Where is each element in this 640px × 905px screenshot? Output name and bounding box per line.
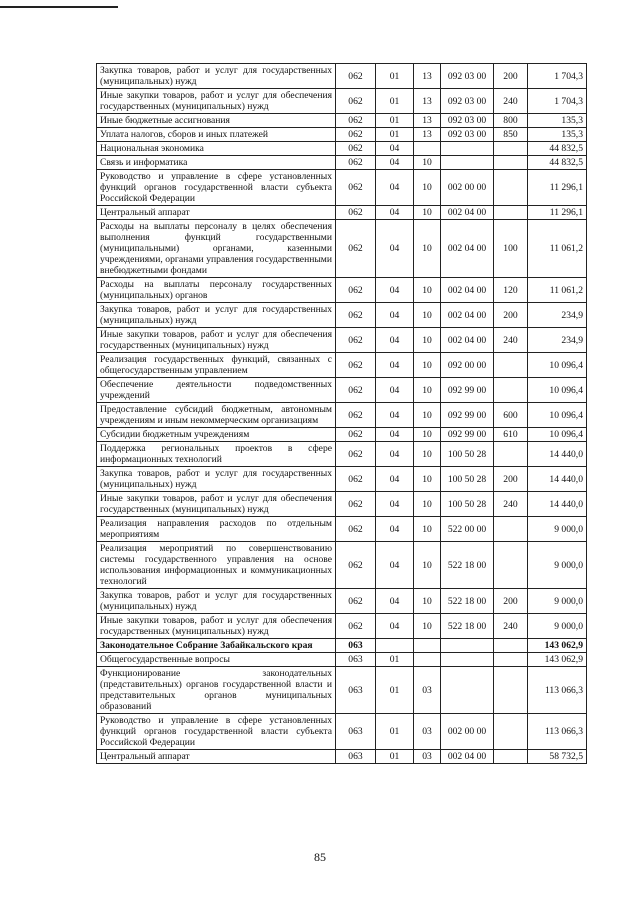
table-row (97, 156, 587, 170)
row-name-cell: Иные закупки товаров, работ и услуг для обеспечения государственных (муниципальных) нужд (97, 89, 336, 114)
table-row (97, 278, 587, 303)
admin-code-cell: 062 (336, 170, 376, 206)
table-row (97, 542, 587, 589)
section-code-cell: 04 (376, 517, 414, 542)
target-article-code-cell: 092 00 00 (441, 353, 494, 378)
table-row (97, 428, 587, 442)
amount-cell: 9 000,0 (528, 517, 587, 542)
row-name-cell: Расходы на выплаты персоналу в целях обеспечения выполнения функций государственными (муниципальными) органами, казенными учреждениями, органами управления государственными внебюджетными фондами (97, 220, 336, 278)
section-code-cell: 04 (376, 206, 414, 220)
expense-type-code-cell: 610 (494, 428, 528, 442)
table-row (97, 403, 587, 428)
subsection-code-cell: 10 (414, 428, 441, 442)
section-code-cell: 04 (376, 589, 414, 614)
subsection-code-cell: 13 (414, 114, 441, 128)
row-name-cell: Иные закупки товаров, работ и услуг для обеспечения государственных (муниципальных) нужд (97, 614, 336, 639)
admin-code-cell: 062 (336, 492, 376, 517)
subsection-code-cell: 10 (414, 170, 441, 206)
target-article-code-cell: 002 04 00 (441, 278, 494, 303)
admin-code-cell: 062 (336, 64, 376, 89)
target-article-code-cell: 092 03 00 (441, 128, 494, 142)
amount-cell: 1 704,3 (528, 64, 587, 89)
row-name-cell: Реализация направления расходов по отдельным мероприятиям (97, 517, 336, 542)
row-name-cell: Закупка товаров, работ и услуг для государственных (муниципальных) нужд (97, 467, 336, 492)
table-row (97, 614, 587, 639)
amount-cell: 234,9 (528, 328, 587, 353)
table-row (97, 128, 587, 142)
table-row (97, 517, 587, 542)
section-code-cell: 04 (376, 442, 414, 467)
section-code-cell: 01 (376, 750, 414, 764)
target-article-code-cell: 002 04 00 (441, 220, 494, 278)
table-row (97, 170, 587, 206)
amount-cell: 11 296,1 (528, 170, 587, 206)
admin-code-cell: 063 (336, 639, 376, 653)
subsection-code-cell: 10 (414, 467, 441, 492)
target-article-code-cell: 100 50 28 (441, 492, 494, 517)
section-code-cell: 04 (376, 220, 414, 278)
table-row (97, 750, 587, 764)
expense-type-code-cell (494, 653, 528, 667)
subsection-code-cell: 10 (414, 278, 441, 303)
amount-cell: 10 096,4 (528, 428, 587, 442)
amount-cell: 135,3 (528, 128, 587, 142)
expense-type-code-cell (494, 156, 528, 170)
row-name-cell: Центральный аппарат (97, 750, 336, 764)
target-article-code-cell: 092 99 00 (441, 428, 494, 442)
amount-cell: 11 296,1 (528, 206, 587, 220)
expense-type-code-cell (494, 378, 528, 403)
row-name-cell: Функционирование законодательных (представительных) органов государственной власти и представительных органов муниципальных образований (97, 667, 336, 714)
subsection-code-cell: 10 (414, 220, 441, 278)
section-code-cell: 04 (376, 353, 414, 378)
table-row (97, 328, 587, 353)
subsection-code-cell: 10 (414, 353, 441, 378)
row-name-cell: Связь и информатика (97, 156, 336, 170)
subsection-code-cell: 10 (414, 614, 441, 639)
amount-cell: 58 732,5 (528, 750, 587, 764)
admin-code-cell: 063 (336, 750, 376, 764)
subsection-code-cell: 03 (414, 714, 441, 750)
row-name-cell: Закупка товаров, работ и услуг для государственных (муниципальных) нужд (97, 64, 336, 89)
admin-code-cell: 062 (336, 467, 376, 492)
subsection-code-cell: 13 (414, 128, 441, 142)
admin-code-cell: 062 (336, 278, 376, 303)
section-code-cell (376, 639, 414, 653)
target-article-code-cell: 522 18 00 (441, 614, 494, 639)
section-code-cell: 04 (376, 170, 414, 206)
amount-cell: 11 061,2 (528, 278, 587, 303)
target-article-code-cell: 100 50 28 (441, 467, 494, 492)
amount-cell: 9 000,0 (528, 542, 587, 589)
subsection-code-cell: 13 (414, 64, 441, 89)
amount-cell: 1 704,3 (528, 89, 587, 114)
target-article-code-cell: 522 18 00 (441, 542, 494, 589)
amount-cell: 44 832,5 (528, 156, 587, 170)
amount-cell: 44 832,5 (528, 142, 587, 156)
expense-type-code-cell (494, 442, 528, 467)
expense-type-code-cell (494, 750, 528, 764)
row-name-cell: Реализация мероприятий по совершенствованию системы государственного управления на основе использования информационных и коммуникационных технологий (97, 542, 336, 589)
expense-type-code-cell (494, 142, 528, 156)
subsection-code-cell: 10 (414, 378, 441, 403)
admin-code-cell: 062 (336, 303, 376, 328)
amount-cell: 10 096,4 (528, 378, 587, 403)
table-row (97, 220, 587, 278)
amount-cell: 135,3 (528, 114, 587, 128)
admin-code-cell: 062 (336, 128, 376, 142)
subsection-code-cell (414, 653, 441, 667)
row-name-cell: Поддержка региональных проектов в сфере информационных технологий (97, 442, 336, 467)
amount-cell: 143 062,9 (528, 639, 587, 653)
table-row (97, 206, 587, 220)
target-article-code-cell (441, 142, 494, 156)
expense-type-code-cell (494, 170, 528, 206)
admin-code-cell: 062 (336, 142, 376, 156)
subsection-code-cell (414, 639, 441, 653)
section-code-cell: 04 (376, 492, 414, 517)
admin-code-cell: 063 (336, 667, 376, 714)
row-name-cell: Иные закупки товаров, работ и услуг для обеспечения государственных (муниципальных) нужд (97, 492, 336, 517)
admin-code-cell: 062 (336, 353, 376, 378)
expense-type-code-cell (494, 206, 528, 220)
table-row (97, 442, 587, 467)
subsection-code-cell: 10 (414, 589, 441, 614)
section-code-cell: 04 (376, 614, 414, 639)
amount-cell: 113 066,3 (528, 667, 587, 714)
row-name-cell: Закупка товаров, работ и услуг для государственных (муниципальных) нужд (97, 303, 336, 328)
table-row (97, 714, 587, 750)
expense-type-code-cell (494, 639, 528, 653)
subsection-code-cell: 10 (414, 403, 441, 428)
admin-code-cell: 062 (336, 403, 376, 428)
expense-type-code-cell: 200 (494, 303, 528, 328)
amount-cell: 11 061,2 (528, 220, 587, 278)
expense-type-code-cell: 240 (494, 492, 528, 517)
section-code-cell: 01 (376, 89, 414, 114)
table-row (97, 467, 587, 492)
amount-cell: 10 096,4 (528, 353, 587, 378)
amount-cell: 234,9 (528, 303, 587, 328)
subsection-code-cell: 03 (414, 667, 441, 714)
row-name-cell: Руководство и управление в сфере установленных функций органов государственной власти субъекта Российской Федерации (97, 714, 336, 750)
row-name-cell: Общегосударственные вопросы (97, 653, 336, 667)
table-row (97, 64, 587, 89)
expense-type-code-cell: 240 (494, 614, 528, 639)
admin-code-cell: 062 (336, 378, 376, 403)
header-rule (0, 6, 118, 8)
table-row (97, 639, 587, 653)
amount-cell: 14 440,0 (528, 442, 587, 467)
admin-code-cell: 062 (336, 614, 376, 639)
target-article-code-cell: 002 04 00 (441, 206, 494, 220)
table-row (97, 653, 587, 667)
section-code-cell: 01 (376, 714, 414, 750)
expense-type-code-cell: 200 (494, 64, 528, 89)
expense-type-code-cell (494, 714, 528, 750)
expense-type-code-cell: 240 (494, 89, 528, 114)
row-name-cell: Иные бюджетные ассигнования (97, 114, 336, 128)
table-row (97, 667, 587, 714)
amount-cell: 10 096,4 (528, 403, 587, 428)
table-row (97, 89, 587, 114)
table-row (97, 378, 587, 403)
amount-cell: 14 440,0 (528, 467, 587, 492)
table-row (97, 353, 587, 378)
target-article-code-cell: 002 00 00 (441, 170, 494, 206)
section-code-cell: 04 (376, 303, 414, 328)
expense-type-code-cell: 200 (494, 467, 528, 492)
subsection-code-cell: 10 (414, 492, 441, 517)
admin-code-cell: 062 (336, 517, 376, 542)
subsection-code-cell: 10 (414, 517, 441, 542)
budget-table-body (97, 64, 587, 764)
row-name-cell: Закупка товаров, работ и услуг для государственных (муниципальных) нужд (97, 589, 336, 614)
target-article-code-cell: 092 99 00 (441, 403, 494, 428)
admin-code-cell: 062 (336, 89, 376, 114)
subsection-code-cell: 10 (414, 328, 441, 353)
admin-code-cell: 062 (336, 220, 376, 278)
target-article-code-cell: 002 04 00 (441, 750, 494, 764)
target-article-code-cell: 092 99 00 (441, 378, 494, 403)
row-name-cell: Центральный аппарат (97, 206, 336, 220)
section-code-cell: 04 (376, 378, 414, 403)
row-name-cell: Национальная экономика (97, 142, 336, 156)
target-article-code-cell: 002 04 00 (441, 328, 494, 353)
admin-code-cell: 062 (336, 114, 376, 128)
expense-type-code-cell (494, 667, 528, 714)
target-article-code-cell: 002 04 00 (441, 303, 494, 328)
row-name-cell: Обеспечение деятельности подведомственных учреждений (97, 378, 336, 403)
admin-code-cell: 062 (336, 542, 376, 589)
admin-code-cell: 062 (336, 156, 376, 170)
admin-code-cell: 062 (336, 589, 376, 614)
table-row (97, 142, 587, 156)
admin-code-cell: 062 (336, 442, 376, 467)
expense-type-code-cell: 600 (494, 403, 528, 428)
row-name-cell: Руководство и управление в сфере установленных функций органов государственной власти субъекта Российской Федерации (97, 170, 336, 206)
target-article-code-cell (441, 639, 494, 653)
target-article-code-cell (441, 156, 494, 170)
expense-type-code-cell (494, 542, 528, 589)
row-name-cell: Реализация государственных функций, связанных с общегосударственным управлением (97, 353, 336, 378)
section-code-cell: 04 (376, 428, 414, 442)
expense-type-code-cell: 120 (494, 278, 528, 303)
amount-cell: 14 440,0 (528, 492, 587, 517)
target-article-code-cell (441, 653, 494, 667)
target-article-code-cell: 092 03 00 (441, 114, 494, 128)
target-article-code-cell: 522 00 00 (441, 517, 494, 542)
target-article-code-cell: 522 18 00 (441, 589, 494, 614)
section-code-cell: 04 (376, 142, 414, 156)
amount-cell: 143 062,9 (528, 653, 587, 667)
expense-type-code-cell: 200 (494, 589, 528, 614)
section-code-cell: 01 (376, 128, 414, 142)
target-article-code-cell: 092 03 00 (441, 89, 494, 114)
admin-code-cell: 062 (336, 206, 376, 220)
subsection-code-cell: 10 (414, 156, 441, 170)
expense-type-code-cell: 800 (494, 114, 528, 128)
table-row (97, 114, 587, 128)
row-name-cell: Расходы на выплаты персоналу государственных (муниципальных) органов (97, 278, 336, 303)
amount-cell: 113 066,3 (528, 714, 587, 750)
subsection-code-cell: 10 (414, 303, 441, 328)
admin-code-cell: 062 (336, 428, 376, 442)
expense-type-code-cell (494, 517, 528, 542)
target-article-code-cell (441, 667, 494, 714)
table-row (97, 492, 587, 517)
section-code-cell: 01 (376, 64, 414, 89)
row-name-cell: Субсидии бюджетным учреждениям (97, 428, 336, 442)
row-name-cell: Законодательное Собрание Забайкальского края (97, 639, 336, 653)
subsection-code-cell: 10 (414, 206, 441, 220)
row-name-cell: Иные закупки товаров, работ и услуг для обеспечения государственных (муниципальных) нужд (97, 328, 336, 353)
section-code-cell: 01 (376, 114, 414, 128)
target-article-code-cell: 100 50 28 (441, 442, 494, 467)
amount-cell: 9 000,0 (528, 614, 587, 639)
admin-code-cell: 063 (336, 653, 376, 667)
subsection-code-cell: 03 (414, 750, 441, 764)
section-code-cell: 04 (376, 278, 414, 303)
subsection-code-cell: 10 (414, 542, 441, 589)
section-code-cell: 04 (376, 328, 414, 353)
section-code-cell: 04 (376, 467, 414, 492)
expense-type-code-cell (494, 353, 528, 378)
subsection-code-cell (414, 142, 441, 156)
table-row (97, 589, 587, 614)
section-code-cell: 04 (376, 156, 414, 170)
table-row (97, 303, 587, 328)
budget-table (96, 63, 587, 764)
section-code-cell: 04 (376, 542, 414, 589)
row-name-cell: Предоставление субсидий бюджетным, автономным учреждениям и иным некоммерческим организациям (97, 403, 336, 428)
expense-type-code-cell: 100 (494, 220, 528, 278)
section-code-cell: 04 (376, 403, 414, 428)
admin-code-cell: 062 (336, 328, 376, 353)
page-number: 85 (314, 850, 326, 864)
section-code-cell: 01 (376, 653, 414, 667)
expense-type-code-cell: 850 (494, 128, 528, 142)
expense-type-code-cell: 240 (494, 328, 528, 353)
amount-cell: 9 000,0 (528, 589, 587, 614)
section-code-cell: 01 (376, 667, 414, 714)
target-article-code-cell: 092 03 00 (441, 64, 494, 89)
row-name-cell: Уплата налогов, сборов и иных платежей (97, 128, 336, 142)
target-article-code-cell: 002 00 00 (441, 714, 494, 750)
subsection-code-cell: 10 (414, 442, 441, 467)
subsection-code-cell: 13 (414, 89, 441, 114)
admin-code-cell: 063 (336, 714, 376, 750)
